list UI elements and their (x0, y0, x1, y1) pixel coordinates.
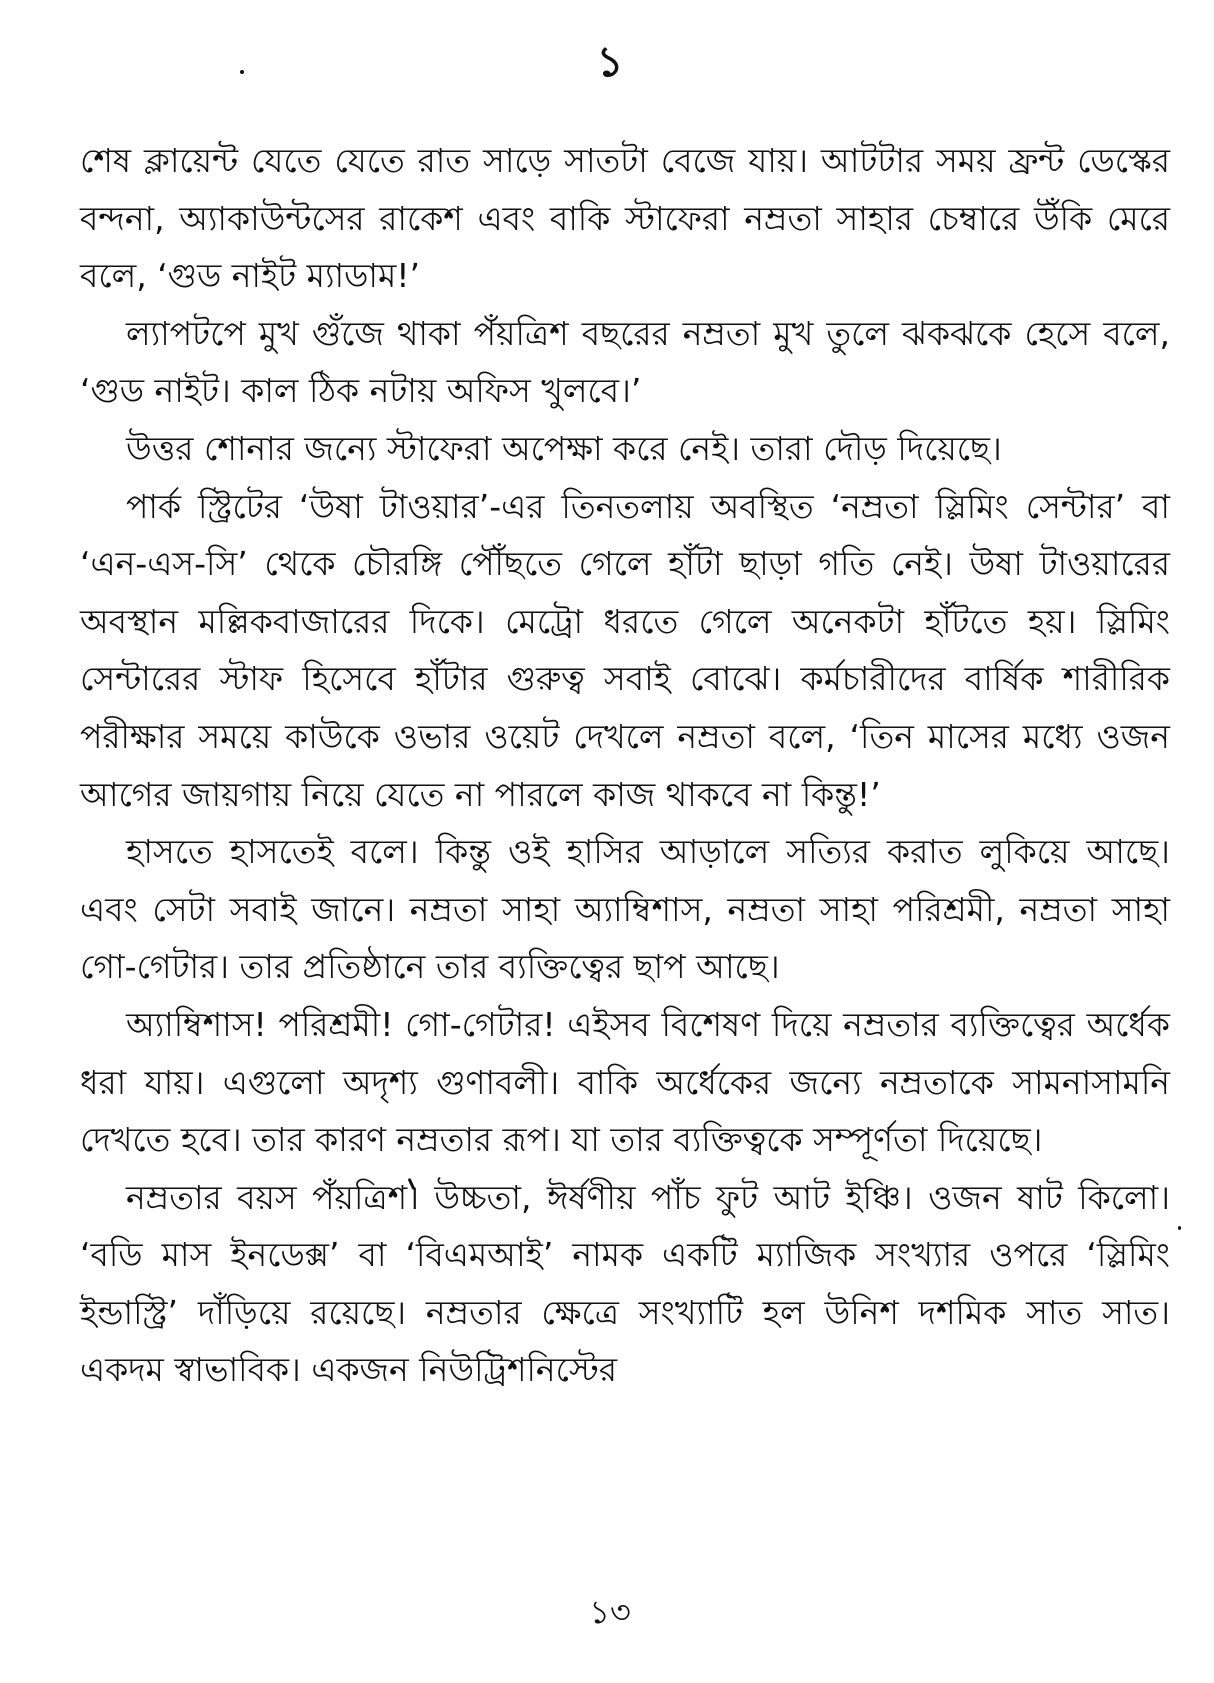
chapter-number: ১ (596, 37, 624, 86)
paragraph-6: অ্যাম্বিশাস! পরিশ্রমী! গো-গেটার! এইসব বিশেষণ দিয়ে নম্রতার ব্যক্তিত্বের অর্ধেক ধরা যায়। এগুলো অদৃশ্য গুণাবলী। বাকি অর্ধেকের জন্যে নম্রতাকে সামনাসামনি দেখতে হবে। তার কারণ নম্রতার রূপ। যা তার ব্যক্তিত্বকে সম্পূর্ণতা দিয়েছে। (80, 1004, 1170, 1160)
paragraph-7: নম্রতার বয়স পঁয়ত্রিশ। উচ্চতা, ঈর্ষণীয় পাঁচ ফুট আট ইঞ্চি। ওজন ষাট কিলো। ‘বডি মাস ইনডেক্স’ বা ‘বিএমআই’ নামক একটি ম্যাজিক সংখ্যার ওপরে ‘স্লিমিং ইন্ডাস্ট্রি’ দাঁড়িয়ে রয়েছে। নম্রতার ক্ষেত্রে সংখ্যাটি হল উনিশ দশমিক সাত সাত। একদম স্বাভাবিক। একজন নিউট্রিশনিস্টের (80, 1177, 1170, 1390)
print-speck (1178, 1226, 1181, 1230)
print-speck (240, 70, 244, 74)
paragraph-4: পার্ক স্ট্রিটের ‘উষা টাওয়ার’-এর তিনতলায় অবস্থিত ‘নম্রতা স্লিমিং সেন্টার’ বা ‘এন-এস-সি’ থেকে চৌরঙ্গি পৌঁছতে গেলে হাঁটা ছাড়া গতি নেই। উষা টাওয়ারের অবস্থান মল্লিকবাজারের দিকে। মেট্রো ধরতে গেলে অনেকটা হাঁটতে হয়। স্লিমিং সেন্টারের স্টাফ হিসেবে হাঁটার গুরুত্ব সবাই বোঝে। কর্মচারীদের বার্ষিক শারীরিক পরীক্ষার সময়ে কাউকে ওভার ওয়েট দেখলে নম্রতা বলে, ‘তিন মাসের মধ্যে ওজন আগের জায়গায় নিয়ে যেতে না পারলে কাজ থাকবে না কিন্তু!’ (80, 486, 1170, 814)
paragraph-3: উত্তর শোনার জন্যে স্টাফেরা অপেক্ষা করে নেই। তারা দৌড় দিয়েছে। (126, 428, 1002, 468)
page-number: ১৩ (589, 1593, 631, 1631)
paragraph-5: হাসতে হাসতেই বলে। কিন্তু ওই হাসির আড়ালে সত্যির করাত লুকিয়ে আছে। এবং সেটা সবাই জানে। নম্রতা সাহা অ্যাম্বিশাস, নম্রতা সাহা পরিশ্রমী, নম্রতা সাহা গো-গেটার। তার প্রতিষ্ঠানে তার ব্যক্তিত্বের ছাপ আছে। (80, 832, 1170, 987)
paragraph-2: ল্যাপটপে মুখ গুঁজে থাকা পঁয়ত্রিশ বছরের নম্রতা মুখ তুলে ঝকঝকে হেসে বলে, ‘গুড নাইট। কাল ঠিক নটায় অফিস খুলবে।’ (80, 313, 1170, 411)
paragraph-1: শেষ ক্লায়েন্ট যেতে যেতে রাত সাড়ে সাতটা বেজে যায়। আটটার সময় ফ্রন্ট ডেস্কের বন্দনা, অ্যাকাউন্টসের রাকেশ এবং বাকি স্টাফেরা নম্রতা সাহার চেম্বারে উঁকি মেরে বলে, ‘গুড নাইট ম্যাডাম!’ (80, 141, 1170, 296)
body-text (80, 132, 1170, 1399)
